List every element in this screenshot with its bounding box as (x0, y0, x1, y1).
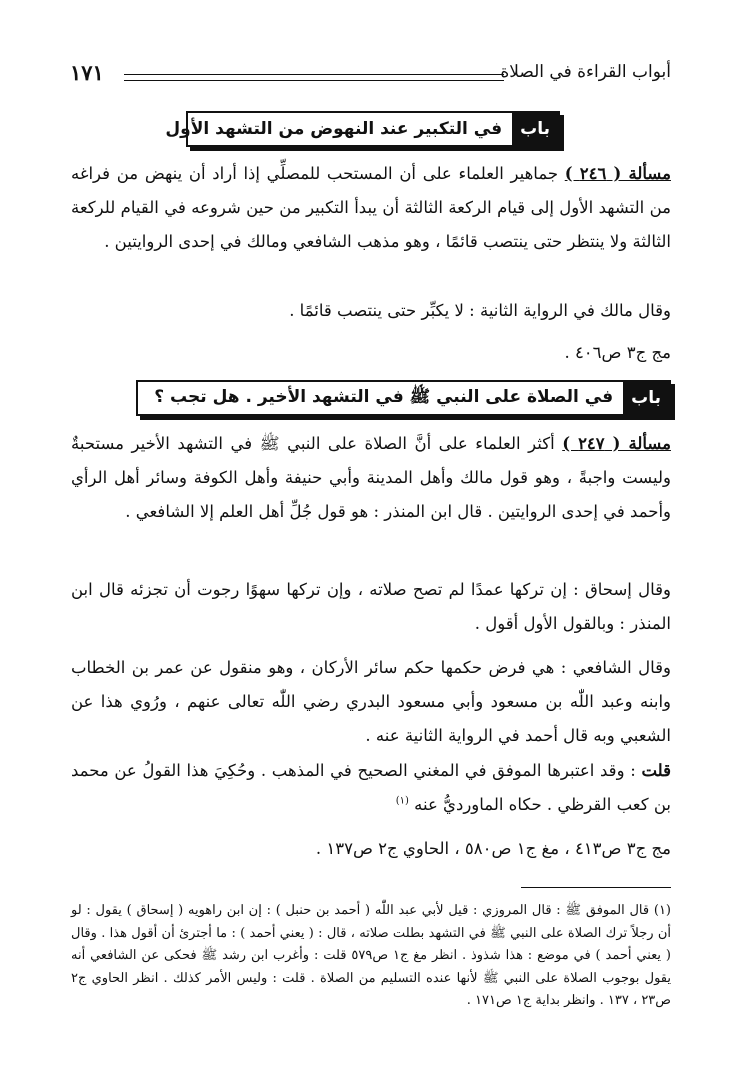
masala-247 (71, 427, 671, 529)
reference-2: مج ج٣ ص٤١٣ ، مغ ج١ ص٥٨٠ ، الحاوي ج٢ ص١٣٧ . (315, 839, 671, 858)
paragraph-ishaq: وقال إسحاق : إن تركها عمدًا لم تصح صلاته ، وإن تركها سهوًا رجوت أن تجزئه قال ابن المنذر : وبالقول الأول أقول . (71, 580, 671, 633)
reference-1: مج ج٣ ص٤٠٦ . (564, 343, 671, 362)
chapter-title: في الصلاة على النبي ﷺ في التشهد الأخير . هل تجب ؟ (154, 386, 614, 407)
chapter-tag: باب (512, 113, 558, 145)
qult-text: : وقد اعتبرها الموفق في المغني الصحيح في المذهب . وحُكِيَ هذا القولُ عن محمد بن كعب القرظي . حكاه الماورديُّ عنه (71, 761, 671, 814)
footnote: (١) قال الموفق ﷺ : قال المروزي : قيل لأبي عبد اللّٰه ( أحمد بن حنبل ) : إن ابن راهويه ( إسحاق ) يقول : لو أن رجلاً ترك الصلاة على النبي ﷺ في التشهد بطلت صلاته ، قال : ( يعني أحمد ) : ما أجترئ أن أقول هذا . وقال ( يعني أحمد ) في موضع : هذا شذوذ . انظر مغ ج١ ص٥٧٩ قلت : وأغرب ابن رشد ﷺ فحكى عن الشافعي أنه يقول بوجوب الصلاة على النبي ﷺ لأنها عنده التسليم من الصلاة . قلت : وليس الأمر كذلك . انظر الحاوي ج٢ ص٢٣ ، ١٣٧ . وانظر بداية ج١ ص١٧١ . (71, 903, 671, 1008)
chapter-heading-1 (165, 111, 560, 147)
masala-246 (71, 157, 671, 259)
paragraph-qult (71, 754, 671, 822)
footnote-marker[interactable]: (١) (395, 795, 409, 807)
chapter-heading-2 (136, 380, 671, 416)
paragraph-shafii: وقال الشافعي : هي فرض حكمها حكم سائر الأركان ، وهو منقول عن عمر بن الخطاب وابنه وعبد اللّٰه بن مسعود وأبي مسعود البدري رضي اللّٰه تعالى عنهم ، ورُوي هذا عن الشعبي وبه قال أحمد في الرواية الثانية عنه . (71, 658, 671, 745)
footnote-separator (521, 887, 671, 888)
masala-text: جماهير العلماء على أن المستحب للمصلِّي إذا أراد أن ينهض من فراغه من التشهد الأول إلى قيام الركعة الثالثة أن يبدأ التكبير من حين شروعه في القيام للركعة الثالثة ولا ينتظر حتى ينتصب قائمًا ، وهو مذهب الشافعي ومالك في إحدى الروايتين . (71, 164, 671, 251)
masala-text: أكثر العلماء على أنَّ الصلاة على النبي ﷺ في التشهد الأخير مستحبةٌ وليست واجبةً ، وهو قول مالك وأهل المدينة وأبي حنيفة وأهل الكوفة وسائر أهل الرأي وأحمد في إحدى الروايتين . قال ابن المنذر : هو قول جُلِّ أهل العلم إلا الشافعي . (71, 434, 671, 521)
running-title: أبواب القراءة في الصلاة (500, 62, 671, 82)
chapter-title: في التكبير عند النهوض من التشهد الأول (165, 119, 503, 139)
page-number: ١٧١ (70, 60, 104, 85)
header-double-rule (124, 74, 504, 81)
masala-label: مسألة ( ٢٤٦ ) (564, 164, 671, 183)
masala-label: مسألة ( ٢٤٧ ) (562, 434, 671, 453)
chapter-tag: باب (623, 382, 669, 414)
qult-label: قلت (641, 761, 671, 780)
paragraph-malik: وقال مالك في الرواية الثانية : لا يكبِّر حتى ينتصب قائمًا . (289, 301, 671, 320)
